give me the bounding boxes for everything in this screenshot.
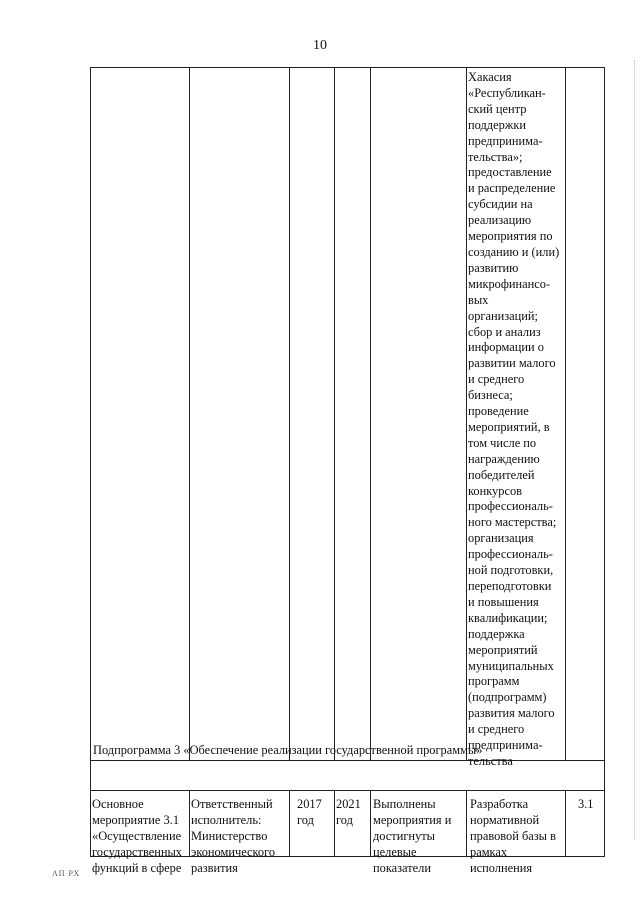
column-divider bbox=[289, 790, 290, 857]
indicator-link-cell: 3.1 bbox=[578, 797, 594, 811]
column-divider bbox=[370, 790, 371, 857]
executor-cell: Ответственный исполнитель: Министерство экономического развития bbox=[191, 797, 276, 875]
footer-stamp: АП РХ bbox=[52, 869, 81, 878]
column-divider bbox=[189, 67, 190, 760]
start-year-cell: 2017 год bbox=[297, 797, 322, 827]
directions-cell: Разработка нормативной правовой базы в рамках исполнения bbox=[470, 797, 556, 875]
end-year-cell: 2021 год bbox=[336, 797, 361, 827]
column-divider bbox=[189, 790, 190, 857]
event-cell: Основное мероприятие 3.1 «Осуществление государственных функций в сфере bbox=[92, 797, 183, 875]
page-number: 10 bbox=[313, 38, 327, 53]
scan-edge-marks bbox=[634, 60, 636, 840]
result-cell: Выполнены мероприятия и достигнуты целевые показатели bbox=[373, 797, 452, 875]
row-divider bbox=[90, 790, 605, 791]
column-divider bbox=[334, 790, 335, 857]
column-divider bbox=[370, 67, 371, 760]
goals-continuation-cell: Хакасия «Республикан- ский центр поддержки предпринима- тельства»; предоставление и распределение субсидии на реализацию мероприятия по созданию и (или) развитию микрофинансо- вых организаций; сбор и анализ информации о развитии малого и среднего бизнеса; проведение мероприятий, в том числе по награждению победителей конкурсов профессиональ- ного мастерства; организация профессиональ- ной подготовки, переподготовки и повышения квалификации; поддержка мероприятий муниципальных программ (подпрограмм) развития малого и среднего предпринима- тельства bbox=[468, 70, 560, 768]
column-divider bbox=[565, 790, 566, 857]
column-divider bbox=[466, 790, 467, 857]
column-divider bbox=[334, 67, 335, 760]
column-divider bbox=[289, 67, 290, 760]
column-divider bbox=[565, 67, 566, 760]
column-divider bbox=[466, 67, 467, 760]
subprogram-heading: Подпрограмма 3 «Обеспечение реализации государственной программы» bbox=[93, 743, 483, 757]
